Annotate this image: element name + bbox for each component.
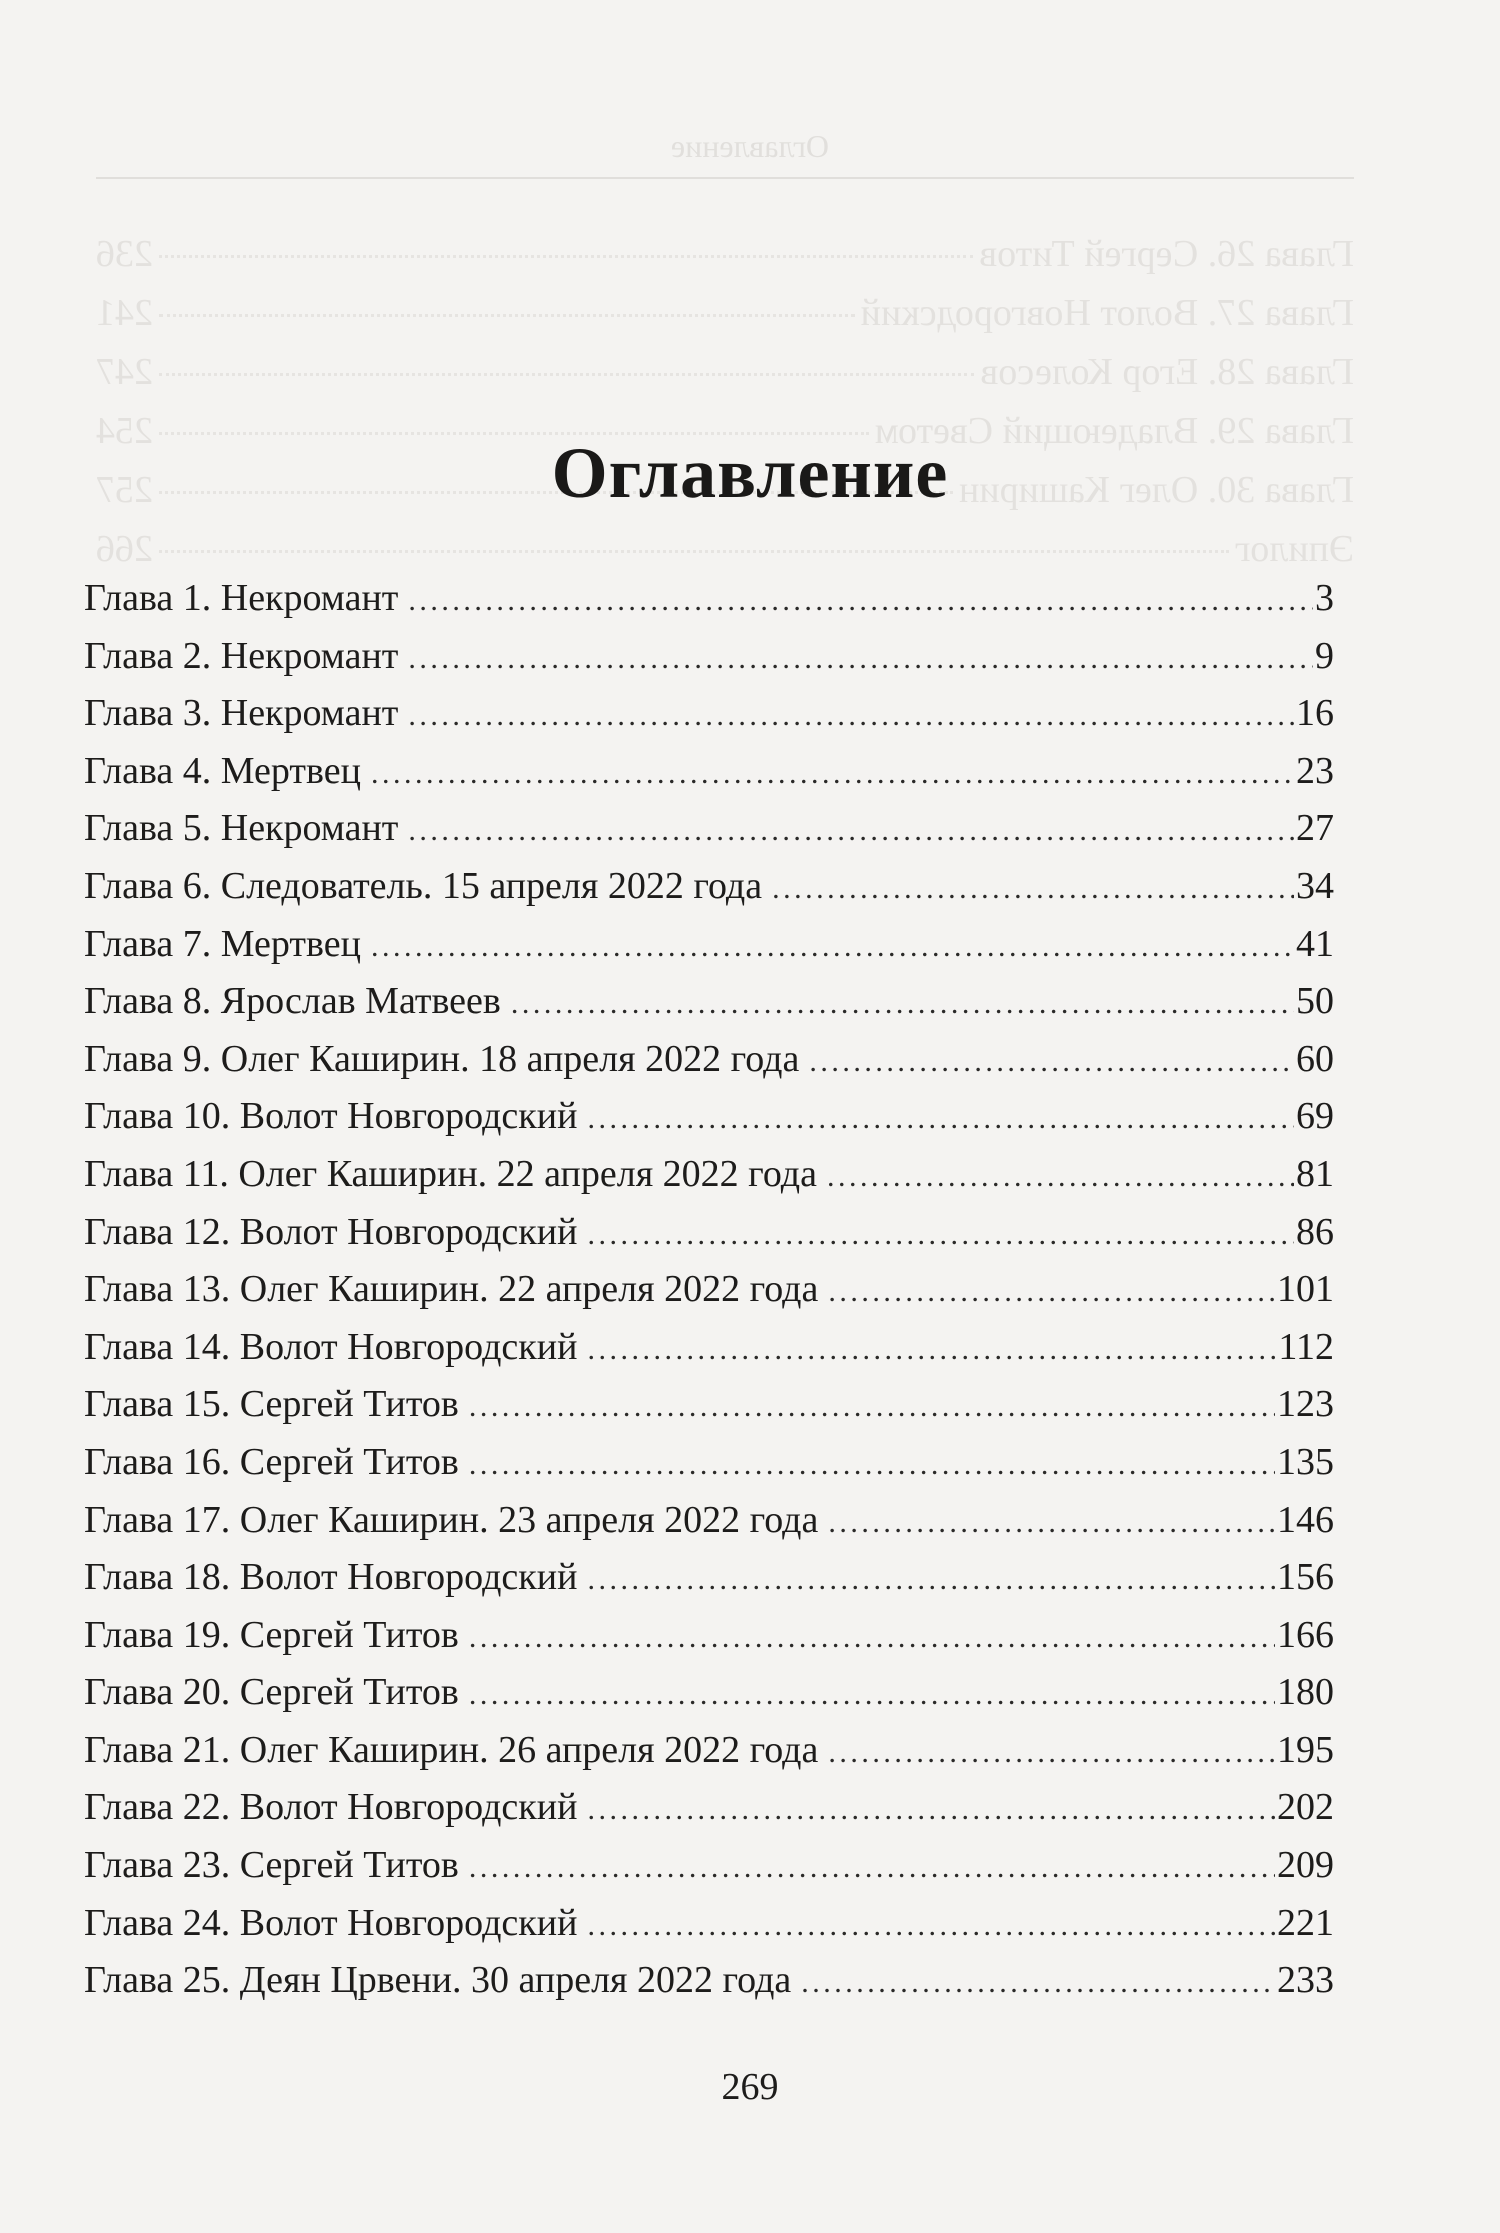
- toc-entry: [84, 1376, 1334, 1434]
- toc-entry-title: Глава 5. Некромант: [84, 807, 399, 850]
- toc-entry: [84, 685, 1334, 743]
- toc-entry-page: 16: [1296, 692, 1334, 735]
- toc-entry-page: 86: [1296, 1210, 1334, 1253]
- toc-entry-leader: [469, 1666, 1275, 1724]
- toc-entry-title: Глава 7. Мертвец: [84, 922, 361, 965]
- toc-entry: [84, 1146, 1334, 1204]
- toc-entry-leader: [587, 1321, 1276, 1379]
- toc-entry-title: Глава 16. Сергей Титов: [84, 1440, 459, 1483]
- toc-entry-page: 202: [1277, 1786, 1334, 1829]
- toc-entry-page: 156: [1277, 1556, 1334, 1599]
- toc-entry-page: 3: [1315, 577, 1334, 619]
- toc-entry-leader: [587, 1206, 1294, 1264]
- toc-entry-title: Глава 12. Волот Новгородский: [84, 1210, 578, 1253]
- toc-entry: [84, 1607, 1334, 1665]
- toc-entry-title: Глава 6. Следователь. 15 апреля 2022 года: [84, 864, 763, 907]
- toc-entry-leader: [587, 1090, 1294, 1148]
- bleed-through-header: Оглавление: [670, 128, 830, 164]
- toc-entry: [84, 858, 1334, 916]
- toc-entry-title: Глава 17. Олег Каширин. 23 апреля 2022 года: [84, 1498, 819, 1541]
- toc-entry: [84, 1779, 1334, 1837]
- toc-entry-page: 81: [1296, 1152, 1334, 1195]
- toc-entry: [84, 800, 1334, 858]
- toc-entry: [84, 1434, 1334, 1492]
- toc-entry: [84, 1952, 1334, 2010]
- toc-entry-title: Глава 15. Сергей Титов: [84, 1383, 459, 1426]
- toc-entry-title: Глава 18. Волот Новгородский: [84, 1556, 578, 1599]
- bleed-through-line: Глава 26. Сергей Титов 236: [96, 233, 1354, 275]
- toc-entry-page: 101: [1277, 1268, 1334, 1311]
- toc-entry-leader: [828, 1724, 1275, 1782]
- toc-entry-title: Глава 24. Волот Новгородский: [84, 1901, 578, 1944]
- toc-entry-page: 146: [1277, 1498, 1334, 1541]
- toc-entry-leader: [371, 918, 1294, 976]
- toc-entry-title: Глава 9. Олег Каширин. 18 апреля 2022 года: [84, 1037, 800, 1080]
- toc-entry-title: Глава 10. Волот Новгородский: [84, 1095, 578, 1138]
- toc-entry: [84, 973, 1334, 1031]
- toc-entry-page: 9: [1315, 634, 1334, 677]
- toc-entry-page: 180: [1277, 1671, 1334, 1714]
- toc-entry-title: Глава 11. Олег Каширин. 22 апреля 2022 года: [84, 1152, 817, 1195]
- toc-entry-leader: [408, 687, 1294, 745]
- toc-entry-page: 233: [1277, 1959, 1334, 2002]
- toc-entry-title: Глава 14. Волот Новгородский: [84, 1325, 578, 1368]
- toc-entry: [84, 1261, 1334, 1319]
- bleed-through-rule: [96, 177, 1354, 179]
- toc-entry-page: 112: [1278, 1325, 1334, 1368]
- toc-entry-title: Глава 23. Сергей Титов: [84, 1844, 459, 1887]
- toc-entry-page: 221: [1277, 1901, 1334, 1944]
- toc-entry-page: 34: [1296, 864, 1334, 907]
- toc-entry-page: 41: [1296, 922, 1334, 965]
- toc-entry-leader: [587, 1781, 1275, 1839]
- toc-entry-leader: [408, 630, 1313, 688]
- toc-entry: [84, 1319, 1334, 1377]
- toc-entry-page: 195: [1277, 1728, 1334, 1771]
- toc-entry: [84, 628, 1334, 686]
- toc-entry-leader: [587, 1551, 1275, 1609]
- toc-entry-page: 27: [1296, 807, 1334, 850]
- toc-entry-page: 166: [1277, 1613, 1334, 1656]
- bleed-through-line: Глава 30. Олег Каширин 257: [96, 469, 1354, 511]
- toc-entry-page: 69: [1296, 1095, 1334, 1138]
- toc-entry: [84, 1722, 1334, 1780]
- toc-entry-leader: [828, 1494, 1275, 1552]
- toc-entry-title: Глава 4. Мертвец: [84, 749, 361, 792]
- toc-entry: [84, 916, 1334, 974]
- toc-entry-leader: [827, 1148, 1294, 1206]
- toc-entry: [84, 1895, 1334, 1953]
- toc-entry-leader: [809, 1033, 1294, 1091]
- toc-entry: [84, 1031, 1334, 1089]
- toc-entry-leader: [801, 1954, 1275, 2012]
- bleed-through-line: Глава 29. Владеющий Светом 254: [96, 410, 1354, 452]
- toc-entry-title: Глава 1. Некромант: [84, 577, 399, 619]
- toc-entry-leader: [828, 1263, 1275, 1321]
- toc-entry-title: Глава 13. Олег Каширин. 22 апреля 2022 года: [84, 1268, 819, 1311]
- toc-entry-page: 23: [1296, 749, 1334, 792]
- toc-entry: [84, 1664, 1334, 1722]
- toc-entry-page: 209: [1277, 1844, 1334, 1887]
- toc-entry-leader: [469, 1436, 1275, 1494]
- toc-entry-leader: [469, 1609, 1275, 1667]
- toc-entry-title: Глава 22. Волот Новгородский: [84, 1786, 578, 1829]
- page-title: Оглавление: [551, 433, 949, 513]
- page-number: 269: [721, 2066, 779, 2108]
- table-of-contents: [84, 570, 1334, 2010]
- toc-entry-page: 123: [1277, 1383, 1334, 1426]
- bleed-through-line: Глава 28. Егор Колесов 247: [96, 351, 1354, 393]
- toc-entry-leader: [408, 802, 1294, 860]
- toc-entry: [84, 1204, 1334, 1262]
- toc-entry-page: 50: [1296, 980, 1334, 1023]
- toc-entry: [84, 743, 1334, 801]
- toc-entry: [84, 570, 1334, 628]
- toc-entry-title: Глава 20. Сергей Титов: [84, 1671, 459, 1714]
- toc-entry-page: 135: [1277, 1440, 1334, 1483]
- toc-entry-title: Глава 19. Сергей Титов: [84, 1613, 459, 1656]
- toc-entry-leader: [587, 1897, 1275, 1955]
- toc-entry-leader: [371, 745, 1294, 803]
- toc-entry-title: Глава 8. Ярослав Матвеев: [84, 980, 501, 1023]
- toc-entry-leader: [469, 1378, 1275, 1436]
- bleed-through-lines: [96, 232, 1354, 586]
- toc-entry-leader: [469, 1839, 1275, 1897]
- toc-entry: [84, 1492, 1334, 1550]
- toc-entry-title: Глава 21. Олег Каширин. 26 апреля 2022 года: [84, 1728, 819, 1771]
- toc-entry-leader: [408, 572, 1313, 630]
- toc-entry-title: Глава 3. Некромант: [84, 692, 399, 735]
- toc-entry-page: 60: [1296, 1037, 1334, 1080]
- bleed-through-line: Глава 27. Волот Новгородский 241: [96, 292, 1354, 334]
- toc-entry: [84, 1549, 1334, 1607]
- bleed-through-line: Эпилог 266: [96, 528, 1354, 570]
- toc-entry: [84, 1088, 1334, 1146]
- toc-entry-title: Глава 25. Деян Црвени. 30 апреля 2022 года: [84, 1959, 792, 2002]
- toc-entry-leader: [511, 975, 1294, 1033]
- toc-entry-leader: [772, 860, 1294, 918]
- toc-entry-title: Глава 2. Некромант: [84, 634, 399, 677]
- toc-entry: [84, 1837, 1334, 1895]
